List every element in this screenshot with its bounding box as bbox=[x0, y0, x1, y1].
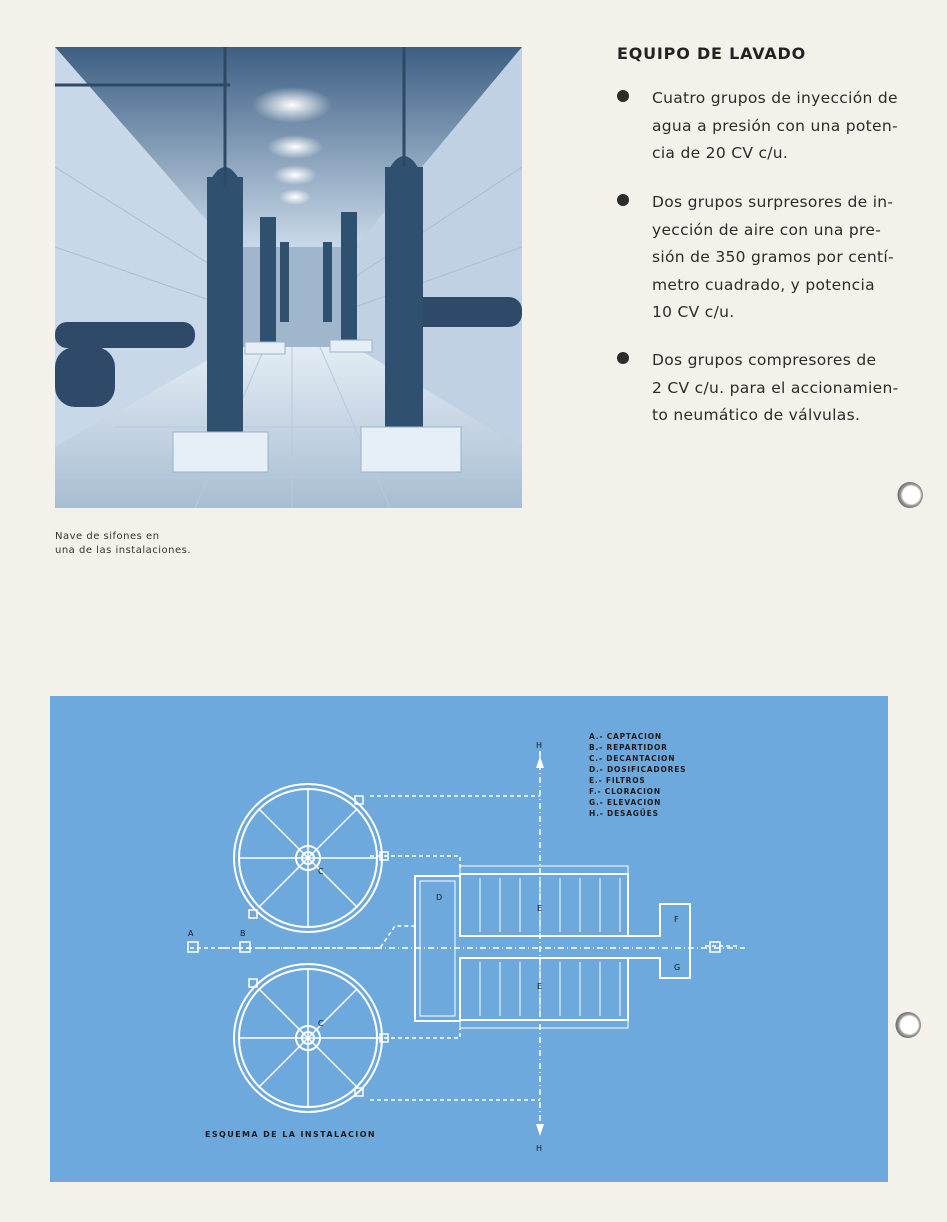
legend-item: B.- REPARTIDOR bbox=[589, 743, 668, 752]
list-item-line: yección de aire con una pre- bbox=[652, 220, 882, 239]
siphon-hall-photo bbox=[55, 47, 522, 508]
label-h-bottom: H bbox=[536, 1144, 543, 1153]
punch-hole-icon bbox=[895, 1012, 921, 1038]
label-c-bottom: C bbox=[318, 1019, 324, 1028]
label-b: B bbox=[240, 929, 246, 938]
list-item-line: sión de 350 gramos por centí- bbox=[652, 248, 894, 266]
label-g: G bbox=[674, 963, 681, 972]
diagram-legend bbox=[589, 731, 686, 819]
list-item-line: to neumático de válvulas. bbox=[652, 406, 861, 424]
list-item-line: 2 CV c/u. para el accionamien- bbox=[652, 378, 899, 397]
list-item-line: agua a presión con una poten- bbox=[652, 116, 898, 135]
bullet-icon bbox=[617, 352, 629, 364]
caption-line: una de las instalaciones. bbox=[55, 545, 192, 556]
label-e-bottom: E bbox=[537, 982, 543, 991]
legend-item: F.- CLORACION bbox=[589, 787, 661, 796]
caption-line: Nave de sifones en bbox=[55, 531, 160, 542]
label-d: D bbox=[436, 893, 443, 902]
installation-diagram bbox=[50, 696, 888, 1182]
list-item-line: metro cuadrado, y potencia bbox=[652, 275, 875, 294]
legend-item: E.- FILTROS bbox=[589, 776, 646, 785]
label-h-top: H bbox=[536, 741, 543, 750]
punch-hole-icon bbox=[897, 482, 923, 508]
list-item-line: 10 CV c/u. bbox=[652, 303, 735, 321]
diagram-title: ESQUEMA DE LA INSTALACION bbox=[205, 1130, 376, 1139]
legend-item: D.- DOSIFICADORES bbox=[589, 765, 687, 774]
legend-item: C.- DECANTACION bbox=[589, 754, 676, 763]
list-item-line: Dos grupos surpresores de in- bbox=[652, 193, 894, 211]
bullet-icon bbox=[617, 90, 629, 102]
list-item-line: cia de 20 CV c/u. bbox=[652, 144, 789, 162]
legend-item: A.- CAPTACION bbox=[589, 732, 663, 741]
legend-item: H.- DESAGÜES bbox=[589, 809, 659, 818]
bullet-icon bbox=[617, 194, 629, 206]
label-f: F bbox=[674, 915, 679, 924]
photo-caption bbox=[55, 530, 205, 558]
label-a: A bbox=[188, 929, 194, 938]
label-c-top: C bbox=[318, 867, 324, 876]
list-item-line: Cuatro grupos de inyección de bbox=[652, 89, 898, 107]
legend-item: G.- ELEVACION bbox=[589, 798, 662, 807]
plan-drawing bbox=[50, 696, 888, 1182]
label-e-top: E bbox=[537, 904, 543, 913]
list-item-line: Dos grupos compresores de bbox=[652, 351, 877, 369]
section-heading: EQUIPO DE LAVADO bbox=[617, 44, 807, 63]
